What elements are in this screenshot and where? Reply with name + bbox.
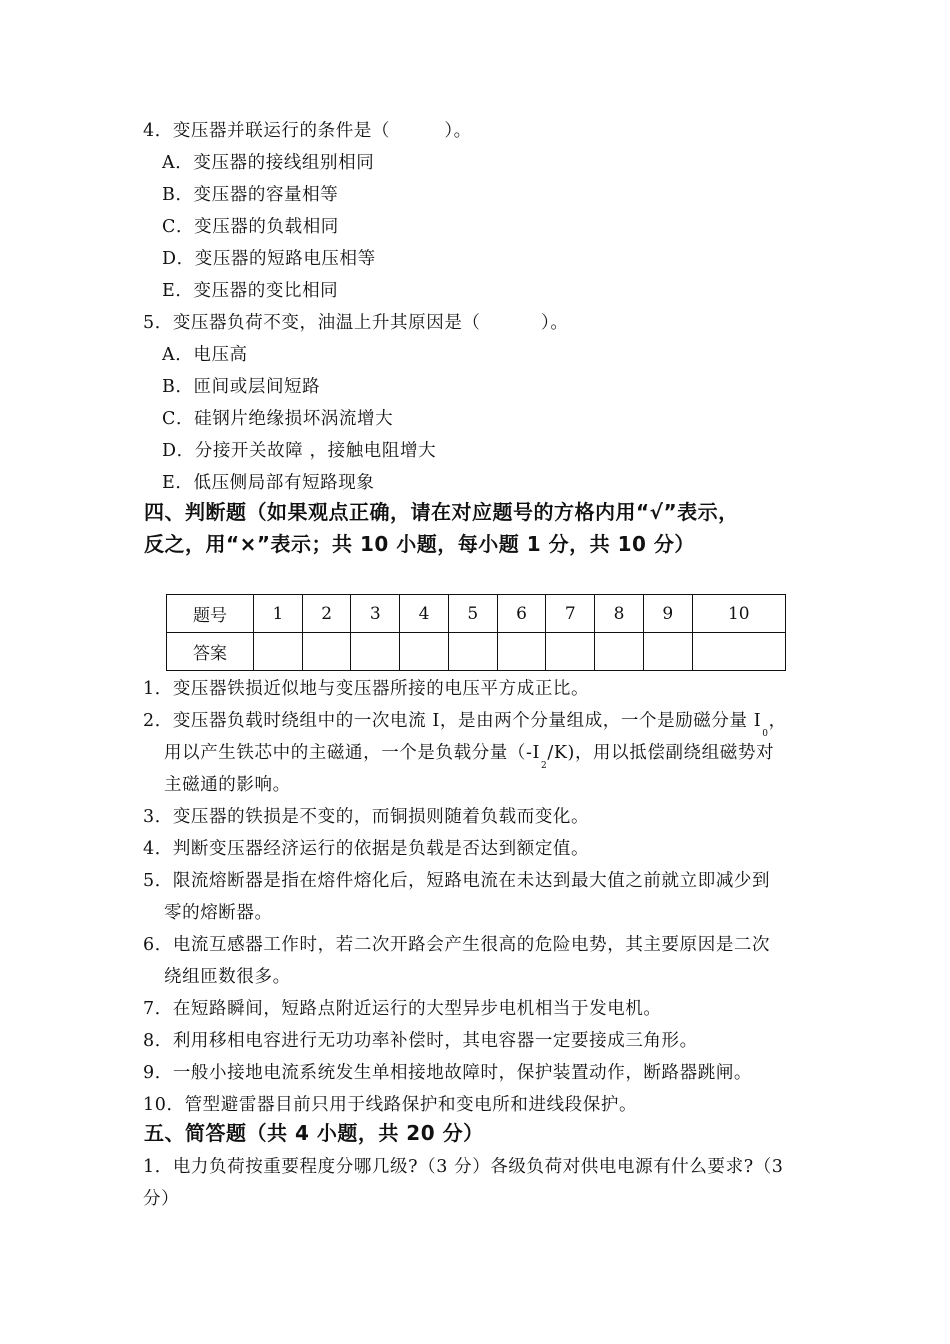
answer-cell[interactable] <box>351 633 400 671</box>
subscript-two: 2 <box>541 761 548 771</box>
judgment-item-2-line-1: 2．变压器负载时绕组中的一次电流 I，是由两个分量组成，一个是励磁分量 $I_0$， <box>143 711 787 739</box>
section-4-title-line-1: 四、判断题（如果观点正确，请在对应题号的方格内用“√”表示， <box>144 500 739 524</box>
short-answer-1-line-1: 1．电力负荷按重要程度分哪几级?（3 分）各级负荷对供电电源有什么要求?（3 <box>143 1157 784 1177</box>
judgment-item-1: 1．变压器铁损近似地与变压器所接的电压平方成正比。 <box>143 679 590 699</box>
section-4-title-line-2: 反之，用“×”表示；共 10 小题，每小题 1 分，共 10 分） <box>144 532 695 556</box>
answer-cell[interactable] <box>400 633 449 671</box>
answer-table-number: 7 <box>546 595 595 633</box>
answer-table-number: 8 <box>595 595 644 633</box>
judgment-item-3: 3．变压器的铁损是不变的，而铜损则随着负载而变化。 <box>143 807 590 827</box>
answer-table-number: 3 <box>351 595 400 633</box>
answer-table-answer-row <box>167 633 786 671</box>
subscript-zero: 0 <box>762 729 769 739</box>
judgment-item-6-line-2: 绕组匝数很多。 <box>164 967 291 987</box>
judgment-item-5-line-1: 5．限流熔断器是指在熔件熔化后，短路电流在未达到最大值之前就立即减少到 <box>143 871 771 891</box>
judgment-item-7: 7．在短路瞬间，短路点附近运行的大型异步电机相当于发电机。 <box>143 999 662 1019</box>
answer-cell[interactable] <box>302 633 351 671</box>
answer-table-number: 9 <box>643 595 692 633</box>
question-4-option-d: D．变压器的短路电压相等 <box>162 249 376 269</box>
question-5-option-a: A．电压高 <box>162 345 248 365</box>
answer-table <box>166 594 786 671</box>
question-5-stem: 5．变压器负荷不变，油温上升其原因是（ ）。 <box>143 313 569 333</box>
judgment-item-2-line-3: 主磁通的影响。 <box>164 775 291 795</box>
answer-cell[interactable] <box>448 633 497 671</box>
answer-cell[interactable] <box>595 633 644 671</box>
question-5-option-d: D．分接开关故障 ，接触电阻增大 <box>162 441 437 461</box>
answer-cell[interactable] <box>254 633 303 671</box>
answer-cell[interactable] <box>692 633 785 671</box>
judgment-item-4: 4．判断变压器经济运行的依据是负载是否达到额定值。 <box>143 839 590 859</box>
judgment-item-10: 10．管型避雷器目前只用于线路保护和变电所和进线段保护。 <box>143 1095 638 1115</box>
answer-table-number-row <box>167 595 786 633</box>
section-5-title: 五、简答题（共 4 小题，共 20 分） <box>144 1121 484 1145</box>
answer-table-number: 6 <box>497 595 546 633</box>
answer-table-number: 2 <box>302 595 351 633</box>
answer-cell[interactable] <box>546 633 595 671</box>
answer-table-number-label: 题号 <box>167 595 254 633</box>
short-answer-1-line-2: 分） <box>143 1189 180 1209</box>
question-5-option-c: C．硅钢片绝缘损坏涡流增大 <box>162 409 394 429</box>
answer-table-number: 10 <box>692 595 785 633</box>
question-4-option-e: E．变压器的变比相同 <box>162 281 339 301</box>
judgment-item-5-line-2: 零的熔断器。 <box>164 903 273 923</box>
question-4-option-c: C．变压器的负载相同 <box>162 217 339 237</box>
question-4-option-a: A．变压器的接线组别相同 <box>162 153 375 173</box>
question-4-option-b: B．变压器的容量相等 <box>162 185 339 205</box>
answer-table-number: 4 <box>400 595 449 633</box>
answer-cell[interactable] <box>497 633 546 671</box>
question-5-option-b: B．匝间或层间短路 <box>162 377 321 397</box>
judgment-item-9: 9．一般小接地电流系统发生单相接地故障时，保护装置动作，断路器跳闸。 <box>143 1063 753 1083</box>
question-5-option-e: E．低压侧局部有短路现象 <box>162 473 375 493</box>
judgment-item-8: 8．利用移相电容进行无功功率补偿时，其电容器一定要接成三角形。 <box>143 1031 698 1051</box>
judgment-item-6-line-1: 6．电流互感器工作时，若二次开路会产生很高的危险电势，其主要原因是二次 <box>143 935 771 955</box>
answer-table-number: 5 <box>448 595 497 633</box>
judgment-item-2-line-2: 用以产生铁芯中的主磁通，一个是负载分量$(-I_2/K)$，用以抵偿副绕组磁势对 <box>164 743 775 771</box>
answer-table-answer-label: 答案 <box>167 633 254 671</box>
answer-cell[interactable] <box>643 633 692 671</box>
answer-table-number: 1 <box>254 595 303 633</box>
question-4-stem: 4．变压器并联运行的条件是（ ）。 <box>143 121 472 141</box>
